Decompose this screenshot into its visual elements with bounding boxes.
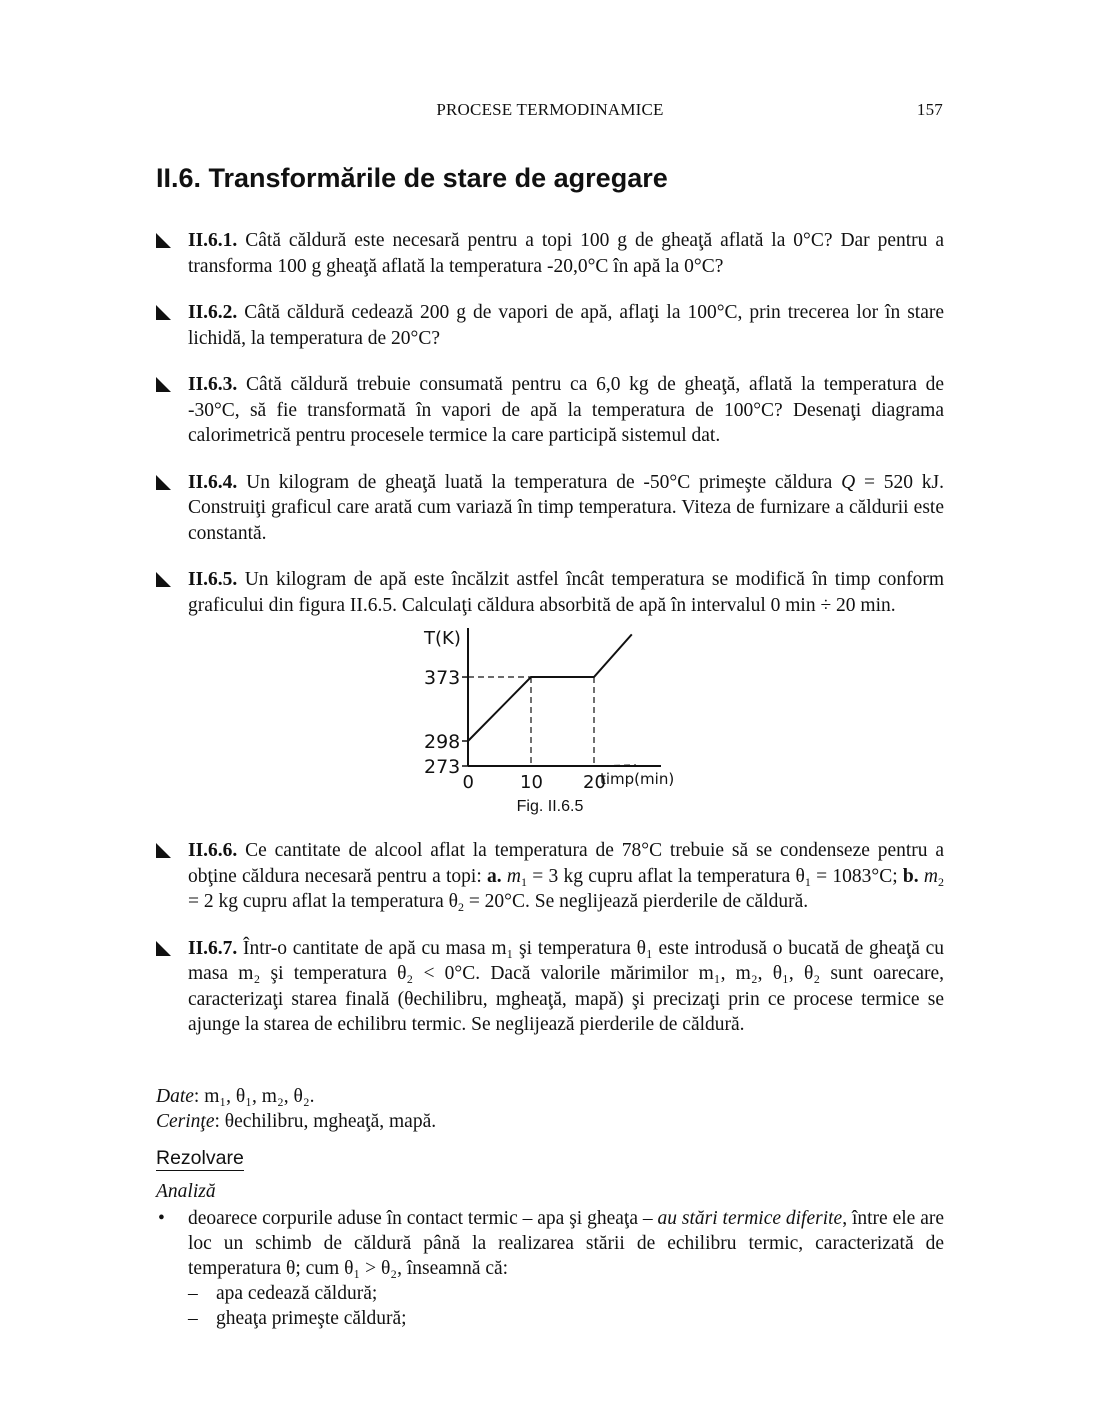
problem-list (156, 228, 944, 1059)
problem-text: = 3 kg cupru aflat la temperatura θ (527, 865, 805, 887)
dash-text: apa cedează căldură; (216, 1283, 378, 1304)
problem-text: Ce cantitate de alcool aflat la temperatura de 78°C trebuie să se condenseze pentru a obţine căldura necesară pentru a topi: (188, 840, 945, 887)
triangle-marker-icon (156, 377, 171, 392)
subscript: 1 (521, 874, 527, 889)
triangle-marker-icon (156, 233, 171, 248)
analysis-bullet (156, 1206, 944, 1281)
problem-number: II.6.3. (188, 374, 238, 395)
subscript: 2 (457, 900, 464, 914)
required-values: θechilibru, mgheaţă, mapă. (224, 1111, 437, 1132)
problem-1 (156, 228, 944, 279)
dash-item-2: – gheaţa primeşte căldură; (188, 1308, 407, 1329)
dash-text: gheaţa primeşte căldură; (216, 1308, 407, 1329)
solution-block (156, 1084, 944, 1331)
y-tick-label: 273 (424, 756, 461, 778)
dash-item-1: – apa cedează căldură; (188, 1283, 378, 1304)
problem-number: II.6.1. (188, 230, 238, 251)
problem-text-cont: = 520 kJ. Construiţi graficul care arată cum variază în timp temperatura. Viteza de furnizare a căldurii este constantă. (188, 471, 945, 544)
problem-text: Câtă căldură cedează 200 g de vapori de apă, aflaţi la 100°C, prin trecerea lor în stare lichidă, la temperatura de 20°C? (188, 302, 944, 349)
problem-text: = 2 kg cupru aflat la temperatura θ (188, 891, 458, 912)
problem-text: Câtă căldură este necesară pentru a topi 100 g de gheaţă aflată la 0°C? Dar pentru a transforma 100 g gheaţă aflată la temperatura -20,0°C în apă la 0°C? (188, 230, 944, 277)
problem-number: II.6.6. (188, 840, 238, 861)
triangle-marker-icon (156, 305, 171, 320)
x-axis-label: timp(min) (600, 770, 675, 788)
y-axis-label: T(K) (424, 628, 461, 649)
section-title: II.6. Transformările de stare de agregare (156, 163, 668, 193)
subscript: 2 (938, 874, 945, 889)
problem-text: Într-o cantitate de apă cu masa m₁ şi temperatura θ₁ este introdusă o bucată de gheaţă cu masa m₂ şi temperatura θ₂ < 0°C. Dacă valorile mărimilor m₁, m₂, θ₁, θ₂ sunt oarecare, caracterizaţi starea finală (θechilibru, mgheaţă, mapă) şi precizaţi prin ce procese termice se ajunge la starea de echilibru termic. Se neglijează pierderile de căldură. (188, 937, 944, 1035)
given-line: Date: m₁, θ₁, m₂, θ₂. (156, 1086, 315, 1107)
y-tick-label: 298 (424, 731, 461, 753)
figure-caption: Fig. II.6.5 (516, 798, 584, 815)
problem-5 (156, 567, 944, 618)
temperature-time-graph (156, 620, 944, 800)
problem-text: Câtă căldură trebuie consumată pentru ca 6,0 kg de gheaţă, aflată la temperatura de -30°C, să fie transformată în vapori de apă la temperatura de 100°C? Desenaţi diagrama calorimetrică pentru procesele termice la care participă sistemul dat. (188, 374, 945, 446)
triangle-marker-icon (156, 941, 171, 956)
bullet-icon: • (158, 1208, 165, 1229)
bullet-emphasis: au stări termice diferite (657, 1208, 843, 1229)
problem-7 (156, 936, 944, 1038)
problem-number: II.6.5. (188, 569, 238, 590)
problem-text: = 20°C. Se neglijează pierderile de căldură. (463, 891, 809, 912)
problem-text: Un kilogram de gheaţă luată la temperatura de -50°C primeşte căldura (246, 471, 842, 493)
x-tick-label: 20 (583, 772, 606, 793)
figure-ii-6-5 (156, 620, 944, 820)
mass-variable: m (923, 865, 939, 887)
subscript: 1 (804, 874, 811, 889)
temperature-series-line (468, 634, 632, 741)
problem-4 (156, 470, 944, 547)
running-title: PROCESE TERMODINAMICE (436, 100, 664, 119)
given-label: Date (156, 1086, 194, 1107)
problem-number: II.6.2. (188, 302, 238, 323)
problem-text: Un kilogram de apă este încălzit astfel încât temperatura se modifică în timp conform graficului din figura II.6.5. Calculaţi căldura absorbită de apă în intervalul 0 min ÷ 20 min. (188, 569, 945, 616)
bullet-text: deoarece corpurile aduse în contact termic – apa şi gheaţa – (188, 1208, 658, 1229)
page-number: 157 (916, 100, 943, 119)
given-values: m₁, θ₁, m₂, θ₂. (204, 1086, 315, 1107)
problem-number: II.6.7. (188, 937, 238, 959)
triangle-marker-icon (156, 475, 171, 490)
x-tick-label: 0 (462, 772, 474, 793)
problem-2 (156, 300, 944, 351)
problem-number: II.6.4. (188, 471, 238, 493)
mass-variable: m (506, 865, 521, 887)
heat-variable: Q (841, 471, 856, 493)
problem-text: = 1083°C; (810, 865, 903, 887)
bullet-text-cont: , între ele are loc un schimb de căldură până la realizarea stării de echilibru termic, caracterizată de temperatura θ; cum θ₁ > θ₂, înseamnă că: (188, 1208, 945, 1279)
problem-3 (156, 372, 944, 449)
solution-heading: Rezolvare (156, 1147, 244, 1169)
item-a-label: a. (487, 865, 502, 887)
triangle-marker-icon (156, 572, 171, 587)
problem-6 (156, 838, 944, 915)
y-tick-label: 373 (424, 667, 461, 690)
required-line: Cerinţe: θechilibru, mgheaţă, mapă. (156, 1111, 437, 1132)
item-b-label: b. (902, 865, 919, 887)
x-tick-label: 10 (520, 772, 543, 793)
analysis-label: Analiză (156, 1181, 216, 1202)
triangle-marker-icon (156, 843, 171, 858)
required-label: Cerinţe (156, 1111, 215, 1132)
